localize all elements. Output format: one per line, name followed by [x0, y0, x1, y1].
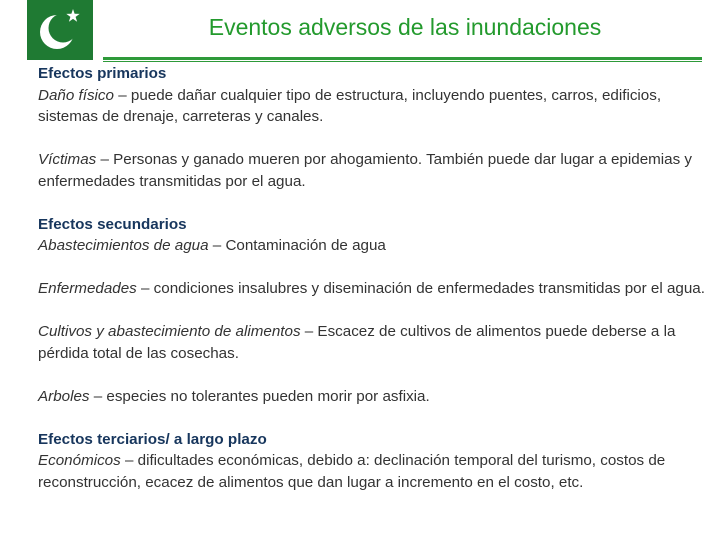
item-term: Daño físico: [38, 86, 114, 104]
item-term: Arboles: [38, 387, 90, 405]
item-text: – Contaminación de agua: [208, 237, 386, 254]
slide-body: [38, 63, 710, 493]
item-term: Enfermedades: [38, 280, 137, 297]
title-divider-thin: [103, 61, 702, 62]
item-text: – puede dañar cualquier tipo de estructura, incluyendo puentes, carros, edificios, sistemas de drenaje, carreteras y canales.: [38, 86, 662, 125]
slide-title: Eventos adversos de las inundaciones: [208, 14, 602, 40]
title-divider: [103, 57, 702, 60]
item-text: – Personas y ganado mueren por ahogamiento. También puede dar lugar a epidemias y enfermedades transmitidas por el agua.: [38, 151, 693, 190]
section-heading-secondary: Efectos secundarios: [38, 215, 187, 233]
list-item: [38, 278, 710, 300]
list-item: [38, 85, 710, 128]
item-term: Cultivos y abastecimiento de alimentos: [38, 323, 301, 340]
item-text: – Escacez de cultivos de alimentos puede deberse a la pérdida total de las cosechas.: [38, 323, 676, 362]
section-heading-tertiary: Efectos terciarios/ a largo plazo: [38, 430, 267, 448]
flag-logo: [27, 0, 93, 60]
item-term: Económicos: [38, 452, 121, 469]
list-item: [38, 386, 710, 408]
list-item: [38, 450, 710, 493]
item-text: – dificultades económicas, debido a: declinación temporal del turismo, costos de reconstrucción, ecacez de alimentos que dan lugar a incremento en el costo, etc.: [38, 452, 666, 491]
item-text: – condiciones insalubres y diseminación de enfermedades transmitidas por el agua.: [136, 280, 705, 297]
item-term: Abastecimientos de agua: [38, 237, 209, 254]
crescent-star-icon: [27, 0, 93, 60]
list-item: [38, 321, 710, 364]
item-term: Víctimas: [38, 151, 97, 168]
list-item: [38, 235, 710, 257]
list-item: [38, 149, 710, 192]
item-text: – especies no tolerantes pueden morir por asfixia.: [89, 387, 430, 405]
section-heading-primary: Efectos primarios: [38, 65, 167, 82]
